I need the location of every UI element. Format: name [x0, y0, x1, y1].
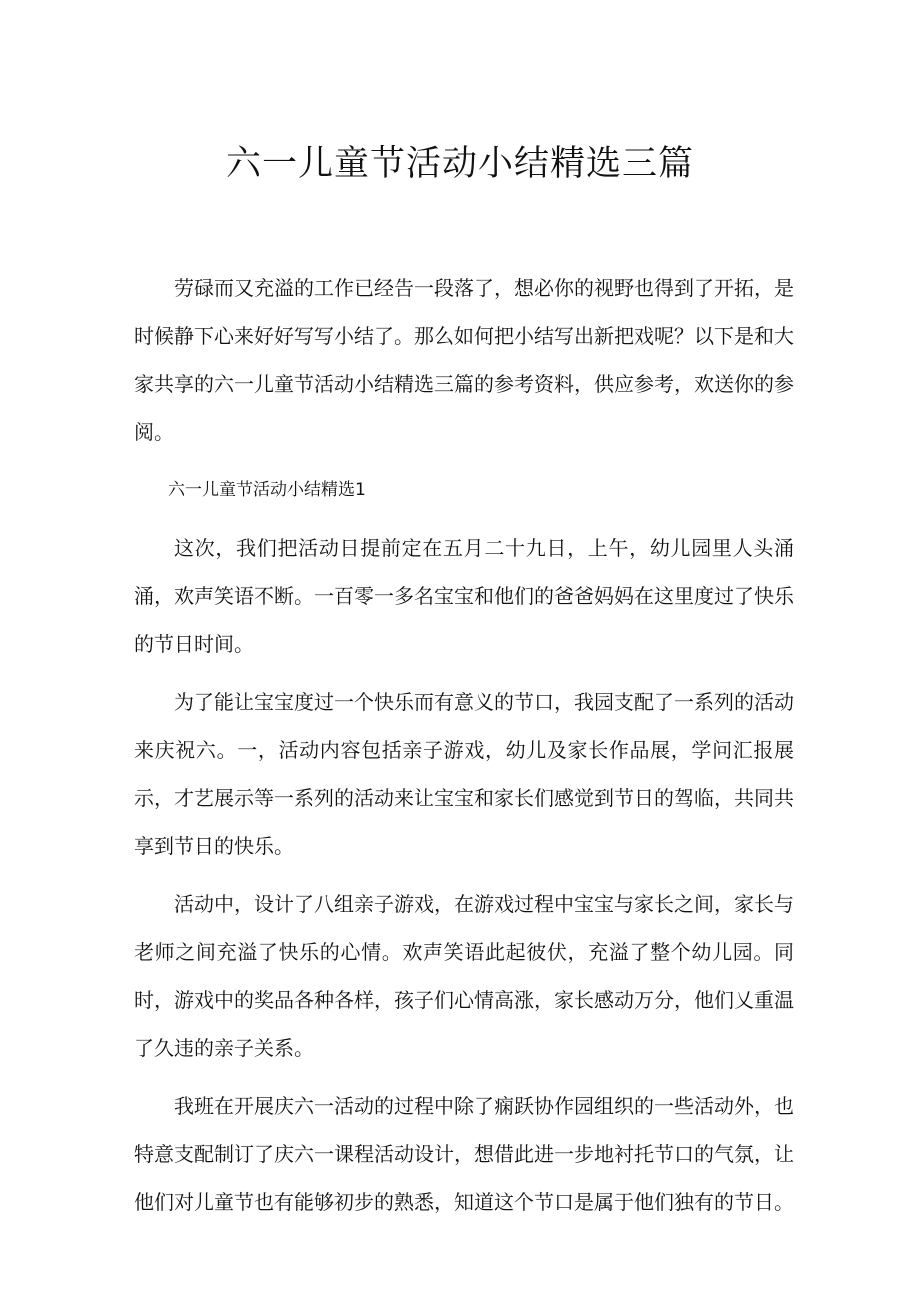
- document-body: [134, 264, 794, 1236]
- body-paragraph: 为了能让宝宝度过一个快乐而有意义的节口，我园支配了一系列的活动来庆祝六。一，活动内容包括亲子游戏，幼儿及家长作品展，学问汇报展示，才艺展示等一系列的活动来让宝宝和家长们感觉到节日的驾临，共同共享到节日的快乐。: [134, 690, 794, 858]
- body-paragraph: 我班在开展庆六一活动的过程中除了痫跃协作园组织的一些活动外，也特意支配制订了庆六一课程活动设计，想借此进一步地衬托节口的气氛，让他们对儿童节也有能够初步的熟悉，知道这个节口是属于他们独有的节日。: [134, 1094, 794, 1214]
- body-paragraph: 活动中，设计了八组亲子游戏，在游戏过程中宝宝与家长之间，家长与老师之间充溢了快乐的心情。欢声笑语此起彼伏，充溢了整个幼儿园。同时，游戏中的奖品各种各样，孩子们心情高涨，家长感动万分，他们乂重温了久违的亲子关系。: [134, 892, 794, 1060]
- document-title: 六一儿童节活动小结精选三篇: [225, 144, 694, 184]
- intro-paragraph: 劳碌而又充溢的工作已经告一段落了，想必你的视野也得到了开拓，是时候静下心来好好写写小结了。那么如何把小结写出新把戏呢？以下是和大家共享的六一儿童节活动小结精选三篇的参考资料，供应参考，欢送你的参阅。: [134, 276, 794, 444]
- section-heading: 六一儿童节活动小结精选1: [168, 480, 366, 500]
- body-paragraph: 这次，我们把活动日提前定在五月二十九日，上午，幼儿园里人头涌涌，欢声笑语不断。一百零一多名宝宝和他们的爸爸妈妈在这里度过了快乐的节日时间。: [134, 536, 794, 656]
